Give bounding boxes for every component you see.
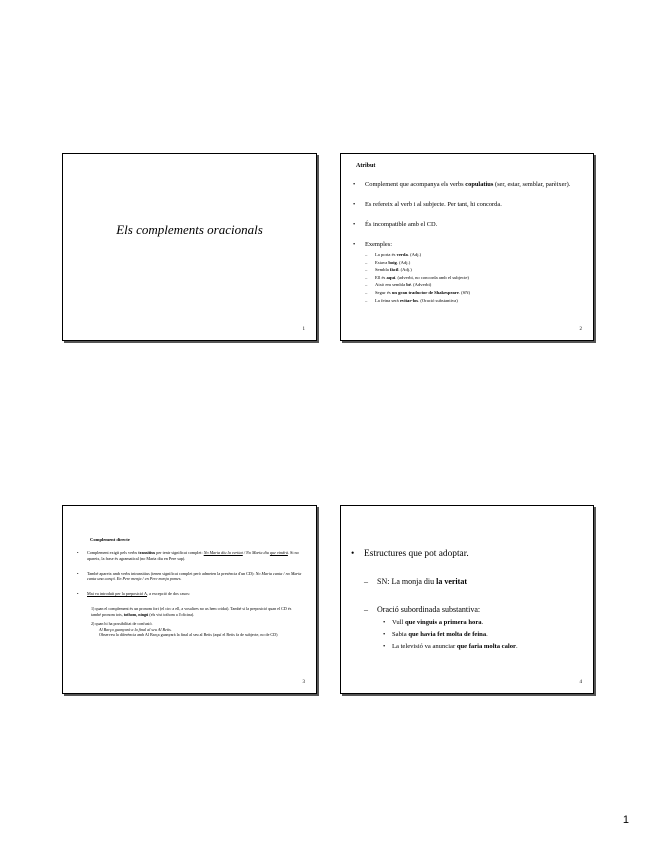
page-number: 1 — [622, 814, 629, 826]
case-note: Observeu la diferència amb Al Barça guanyarà la final al seu al Betis (aquí el Betis fa de subjecte, no de CD) — [99, 632, 278, 638]
example-item: • La televisió va anunciar que faria molta calor. — [351, 641, 581, 653]
case-example: Al Barça guanyarà a la final al seu Al Betis. — [99, 626, 172, 632]
slide-number: 1 — [302, 327, 305, 332]
bullet-item: • Estructures que pot adoptar. — [351, 548, 581, 560]
slide-1 — [62, 153, 317, 341]
slide-heading: Atribut — [356, 163, 376, 169]
example-item: – Estava boig. (Adj.) — [365, 259, 578, 267]
slide-number: 3 — [302, 680, 305, 685]
example-item: – La feina serà evitar-los. (Oració substantiva) — [365, 297, 578, 305]
bullet-item: • Mai va introduït per la preposició A, a excepció de dos casos: — [77, 591, 302, 597]
slide-4 — [340, 505, 594, 694]
bullet-item: • També apareix amb verbs intransitius (tenen significat complet però admeten la presència d'un CD): No Maria canta / no Maria canta una cançó. En Pere menja / en Pere menja pomes. — [77, 571, 302, 583]
slide-heading: Complement directe — [90, 537, 130, 542]
sub-bullet-item: – SN: La monja diu la veritat — [351, 576, 581, 587]
slide-number: 4 — [579, 680, 582, 685]
example-item: – Ell és aquí. (adverbi, no concorda amb el subjecte) — [365, 274, 578, 282]
bullet-item: • Exemples: – La porta és verda. (Adj.) – Estava boig. (Adj.) – Sembla fàcil. (Adj.) – Ell és aquí. (adverbi, no concorda amb el subjecte) – Això em sembla bé. (Adverbi) – Segur és un gran traductor de Shakespeare. (SN) – La feina serà evitar-los. (Oració substantiva) — [353, 241, 578, 304]
case-item: 1) quan el complement és un pronom fort (el circ a ell, a vosaltres no us hem cridat). També si la preposició quan el CD és també pronom tots, tothom, ningú (els vist tothom a l'oficina). — [91, 605, 292, 617]
example-item: – Això em sembla bé. (Adverbi) — [365, 281, 578, 289]
example-item: – La porta és verda. (Adj.) — [365, 251, 578, 259]
example-item: • Vull que vinguis a primera hora. — [351, 617, 581, 629]
slide-title: Els complements oracionals — [116, 222, 263, 237]
bullet-item: • Complement exigit pels verbs transitius per tenir significat complet: No Maria diu la veritat / No Maria diu que vindrà. Si no apareix, la frase és agramatical (no Maria diu en Pere sap). — [77, 550, 302, 562]
slide-body — [351, 548, 581, 653]
case-item: 2) quan hi ha possibilitat de confusió. — [91, 621, 153, 627]
slide-body — [77, 550, 302, 642]
example-item: – Segur és un gran traductor de Shakespeare. (SN) — [365, 289, 578, 297]
slide-2 — [340, 153, 594, 341]
bullet-list — [353, 181, 578, 316]
bullet-item: • És incompatible amb el CD. — [353, 221, 578, 229]
slide-3 — [62, 505, 317, 694]
example-item: – Sembla fàcil. (Adj.) — [365, 266, 578, 274]
sub-bullet-item: – Oració subordinada substantiva: — [351, 604, 581, 615]
bullet-item: • Es refereix al verb i al subjecte. Per tant, hi concorda. — [353, 201, 578, 209]
example-item: • Sabia que havia fet molta de feina. — [351, 629, 581, 641]
slide-number: 2 — [579, 327, 582, 332]
example-list — [365, 251, 578, 304]
bullet-item: • Complement que acompanya els verbs copulatius (ser, estar, semblar, parèixer). — [353, 181, 578, 189]
